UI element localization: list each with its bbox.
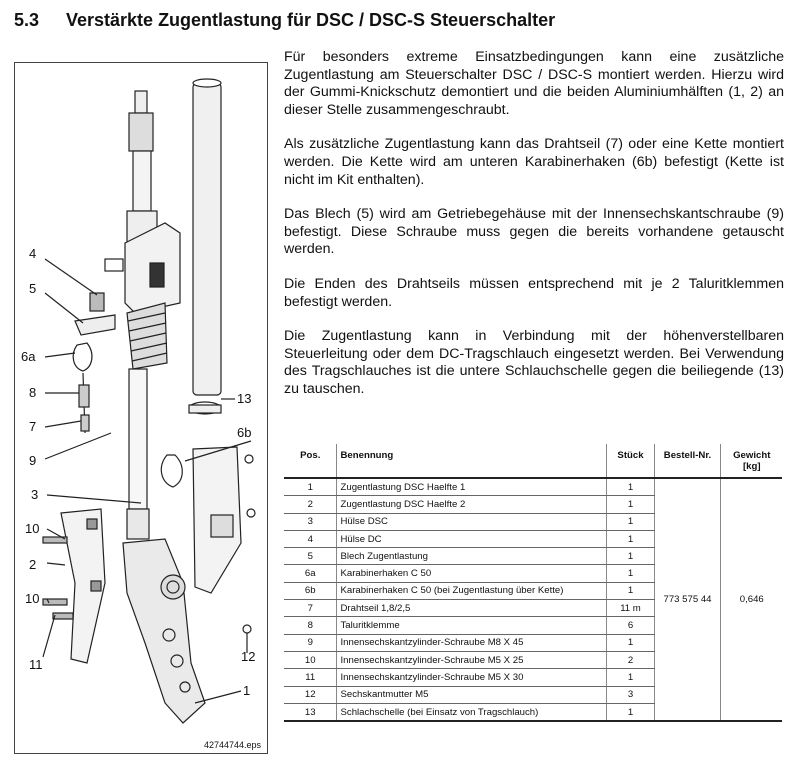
callout-10-upper: 10: [25, 521, 40, 536]
paragraph: Die Enden des Drahtseils müssen entsprechend mit je 2 Taluritklemmen befestigt werden.: [284, 275, 784, 310]
callout-10-lower: 10: [25, 591, 40, 606]
cell-name: Hülse DSC: [336, 513, 606, 530]
cell-name: Schlachschelle (bei Einsatz von Tragschlauch): [336, 703, 606, 721]
exploded-view-drawing: [15, 63, 269, 755]
header-weight-unit: [kg]: [742, 461, 761, 472]
parts-table-body: [284, 478, 782, 721]
cell-pos: 8: [284, 617, 336, 634]
figure-file-id: 42744744.eps: [203, 740, 261, 750]
cell-weight: 0,646: [720, 478, 782, 721]
table-row: [284, 478, 782, 496]
cell-qty: 1: [606, 565, 654, 582]
header-qty: Stück: [606, 444, 654, 478]
header-order: Bestell-Nr.: [654, 444, 720, 478]
table-header-row: [284, 444, 782, 478]
cell-qty: 2: [606, 651, 654, 668]
callout-2: 2: [29, 557, 37, 572]
cell-name: Innensechskantzylinder-Schraube M5 X 30: [336, 669, 606, 686]
header-name: Benennung: [336, 444, 606, 478]
cell-pos: 6a: [284, 565, 336, 582]
parts-table: [284, 444, 782, 722]
cell-name: Zugentlastung DSC Haelfte 1: [336, 478, 606, 496]
callout-3: 3: [31, 487, 39, 502]
cell-qty: 1: [606, 548, 654, 565]
cell-name: Hülse DC: [336, 530, 606, 547]
cell-qty: 1: [606, 582, 654, 599]
description-text: [284, 49, 784, 416]
cell-pos: 5: [284, 548, 336, 565]
cell-pos: 10: [284, 651, 336, 668]
cell-pos: 9: [284, 634, 336, 651]
exploded-view-figure: [14, 62, 268, 754]
section-title: Verstärkte Zugentlastung für DSC / DSC-S Steuerschalter: [66, 10, 556, 30]
cell-name: Innensechskantzylinder-Schraube M5 X 25: [336, 651, 606, 668]
cell-qty: 1: [606, 496, 654, 513]
cell-pos: 12: [284, 686, 336, 703]
header-pos: Pos.: [284, 444, 336, 478]
cell-name: Karabinerhaken C 50 (bei Zugentlastung über Kette): [336, 582, 606, 599]
header-weight-label: Gewicht: [733, 450, 771, 461]
cell-qty: 1: [606, 478, 654, 496]
cell-qty: 6: [606, 617, 654, 634]
cell-name: Zugentlastung DSC Haelfte 2: [336, 496, 606, 513]
section-number: 5.3: [14, 10, 40, 30]
paragraph: Als zusätzliche Zugentlastung kann das Drahtseil (7) oder eine Kette montiert werden. Die Kette wird am unteren Karabinerhaken (6b) befestigt (Kette ist nicht im Kit enthalten).: [284, 136, 784, 188]
cell-name: Taluritklemme: [336, 617, 606, 634]
callout-6a: 6a: [21, 349, 36, 364]
cell-pos: 4: [284, 530, 336, 547]
cell-pos: 3: [284, 513, 336, 530]
callout-1: 1: [243, 683, 251, 698]
cell-qty: 3: [606, 686, 654, 703]
cell-name: Karabinerhaken C 50: [336, 565, 606, 582]
callout-7: 7: [29, 419, 37, 434]
cell-qty: 1: [606, 669, 654, 686]
cell-order-no: 773 575 44: [654, 478, 720, 721]
cell-name: Drahtseil 1,8/2,5: [336, 600, 606, 617]
cell-pos: 6b: [284, 582, 336, 599]
callout-6b: 6b: [237, 425, 252, 440]
callout-11: 11: [29, 657, 43, 672]
section-heading: [14, 10, 555, 31]
paragraph: Die Zugentlastung kann in Verbindung mit der höhenverstellbaren Steuerleitung oder dem DC-Tragschlauch eingesetzt werden. Bei Verwendung des Tragschlauches ist die untere Schlauchschelle gegen die beiliegende (13) zu tauschen.: [284, 328, 784, 397]
callout-5: 5: [29, 281, 37, 296]
cell-pos: 11: [284, 669, 336, 686]
paragraph: Das Blech (5) wird am Getriebegehäuse mit der Innensechskantschraube (9) befestigt. Diese Schraube muss gegen die bereits vorhandene getauscht werden.: [284, 206, 784, 258]
paragraph: Für besonders extreme Einsatzbedingungen kann eine zusätzliche Zugentlastung am Steuerschalter DSC / DSC-S montiert werden. Hierzu wird der Gummi-Knickschutz demontiert und die beiden Aluminiumhälften (1, 2) an dieser Stelle zusammengeschraubt.: [284, 49, 784, 118]
cell-name: Innensechskantzylinder-Schraube M8 X 45: [336, 634, 606, 651]
callout-13: 13: [237, 391, 252, 406]
callout-12: 12: [241, 649, 256, 664]
cell-name: Blech Zugentlastung: [336, 548, 606, 565]
cell-pos: 1: [284, 478, 336, 496]
callout-8: 8: [29, 385, 37, 400]
cell-qty: 11 m: [606, 600, 654, 617]
cell-qty: 1: [606, 634, 654, 651]
cell-qty: 1: [606, 703, 654, 721]
cell-qty: 1: [606, 530, 654, 547]
cell-pos: 13: [284, 703, 336, 721]
callout-4: 4: [29, 246, 37, 261]
cell-pos: 2: [284, 496, 336, 513]
cell-name: Sechskantmutter M5: [336, 686, 606, 703]
callout-9: 9: [29, 453, 37, 468]
cell-qty: 1: [606, 513, 654, 530]
header-weight: [720, 444, 782, 478]
cell-pos: 7: [284, 600, 336, 617]
